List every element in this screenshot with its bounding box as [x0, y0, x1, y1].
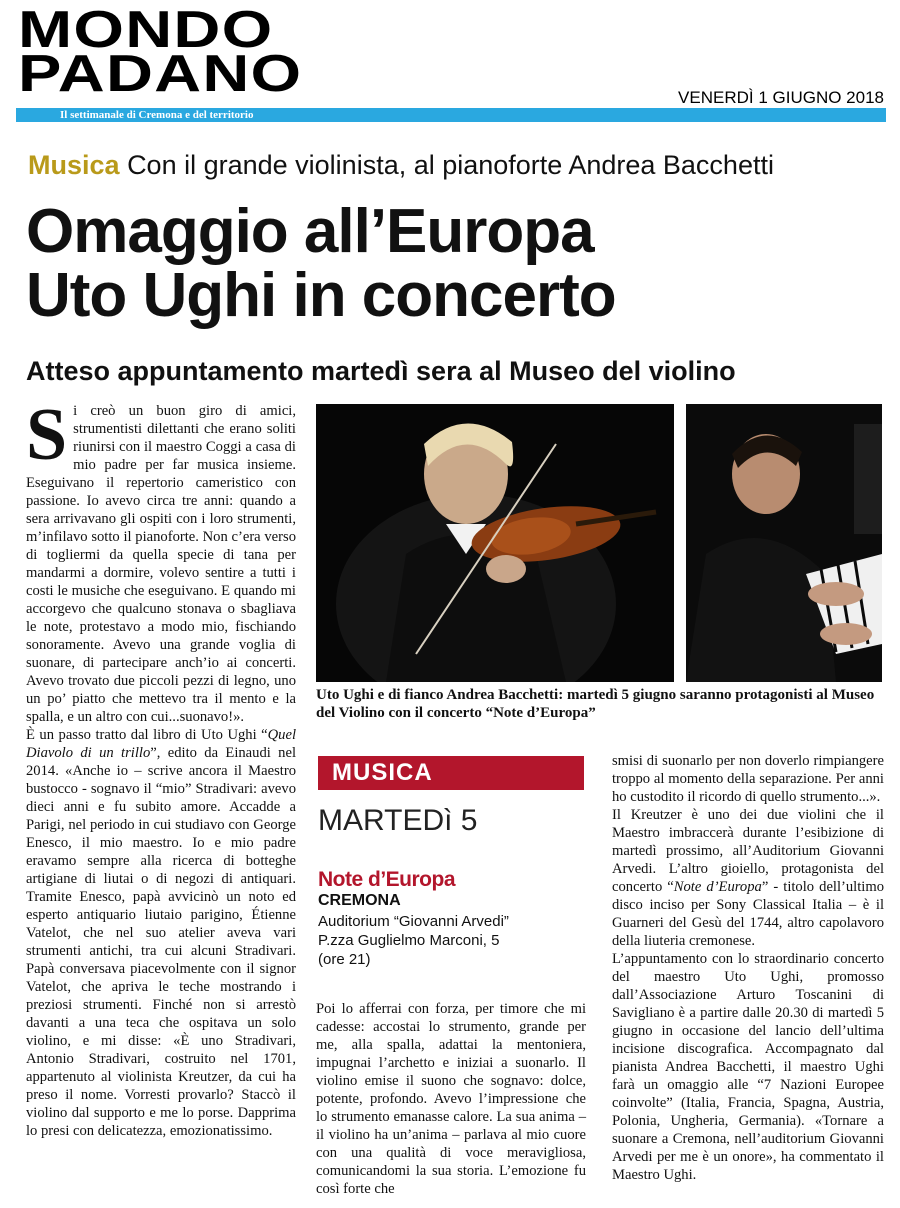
kicker-section: Musica: [28, 150, 120, 180]
article-column-3: [612, 752, 884, 1184]
event-city: CREMONA: [318, 892, 401, 909]
event-address: P.zza Guglielmo Marconi, 5: [318, 932, 500, 949]
article-subtitle: Atteso appuntamento martedì sera al Museo del violino: [26, 356, 736, 386]
masthead-logo: [18, 1, 303, 103]
col3-paragraph-1: smisi di suonarlo per non doverlo rimpiangere troppo al momento della separazione. Per anni ho custodito il ricordo di quello strumento...».: [612, 753, 884, 805]
col1-paragraph-1: i creò un buon giro di amici, strumentisti dilettanti che erano soliti riunirsi con il maestro Coggi a casa di mio padre per far musica insieme. Eseguivano il repertorio cameristico con passione. Io avevo circa tre anni: quando a sera arrivavano gli ospiti con i loro strumenti, m’infilavo sotto il pianoforte. Non c’era verso di togliermi da quella specie di tana per mandarmi a dormire, volevo sentire a tutti i costi le musiche che eseguivano. E quando mi accorgevo che qualcuno stonava o sbagliava le note, protestavo a modo mio, fischiando sonoramente. Avevo una grande voglia di suonare, di partecipare anch’io ai concerti. Avevo trovato due piccoli pezzi di legno, uno un po’ piatto che mettevo tra il mento e la spalla, e un altro con cui...suonavo!».: [26, 403, 296, 725]
drop-cap: S: [26, 394, 68, 476]
col2-paragraph: Poi lo afferrai con forza, per timore che mi cadesse: accostai lo strumento, grande per me, alla spalla, adattai la mentoniera, impugnai l’archetto e iniziai a suonarlo. Il violino emise il suono che sognavo: dolce, potente, profondo. Avevo l’impressione che lo strumento emanasse calore. La sua anima – il violino ha un’anima – parlava al mio cuore con una qualità di voce meravigliosa, comunicandomi la sua storia. L’emozione fu così forte che: [316, 1001, 586, 1197]
photo-uto-ughi: [316, 404, 674, 682]
article-column-2: [316, 1000, 586, 1198]
article-kicker: [28, 150, 774, 181]
col1-paragraph-2b: ”, edito da Einaudi nel 2014. «Anche io – scrive ancora il Maestro bustocco - sognavo il “mio” Stradivari: avevo dieci anni e fu subito amore. Accadde a Parigi, nel periodo in cui studiavo con George Enesco, il mio maestro. Io e mio padre eravamo sempre alla ricerca di botteghe artigiane di liutai o di negozi di antiquari. Tramite Enesco, papà avvicinò un noto ed esperto antiquario liutaio parigino, Étienne Vatelot, che nel suo atelier aveva vari strumenti antichi, tra cui alcuni Stradivari. Papà conversava piacevolmente con il signor Vatelot, che apriva le teche mostrando i preziosi strumenti. Finché non si arrestò davanti a una teca che ospitava un solo violino, e mi disse: «È uno Stradivari, Antonio Stradivari, costruito nel 1701, appartenuto al violinista Kreutzer, da cui ha preso il nome. Vorresti provarlo? Staccò il violino dal supporto e me lo porse. Dapprima lo presi con delicatezza, emozionatissimo.: [26, 745, 296, 1139]
event-venue: Auditorium “Giovanni Arvedi”: [318, 913, 509, 930]
title-line2: Uto Ughi in concerto: [26, 261, 616, 330]
col3-paragraph-2b: ” - titolo dell’ultimo disco inciso per Sony Classical Italia – è il Guarneri del Gesù del 1744, altro capolavoro della liuteria cremonese.: [612, 879, 884, 949]
col3-paragraph-3: L’appuntamento con lo straordinario concerto del maestro Uto Ughi, promosso dall’Associazione Arturo Toscanini di Savigliano è a partire dalle 20.30 di martedì 5 giugno in occasione del lancio dell’ultima incisione discografica. Accompagnato dal pianista Andrea Bacchetti, il maestro Ughi farà un omaggio alle “7 Nazioni Europee coinvolte” (Italia, Francia, Spagna, Austria, Polonia, Ungheria, Germania). «Tornare a suonare a Cremona, nell’auditorium Giovanni Arvedi per me è un onore», ha commentato il Maestro Ughi.: [612, 951, 884, 1183]
masthead-tagline: Il settimanale di Cremona e del territorio: [60, 109, 254, 121]
col3-paragraph-2a: Il Kreutzer è uno dei due violini che il Maestro imbraccerà durante l’esibizione di martedì prossimo, all’Auditorium Giovanni Arvedi. L’altro gioiello, protagonista del concerto “: [612, 807, 884, 895]
article-title: [26, 197, 616, 330]
event-day: MARTEDì 5: [318, 804, 478, 837]
book-title: Quel Diavolo di un trillo: [26, 727, 296, 761]
photo-andrea-bacchetti: [686, 404, 882, 682]
masthead-line2: PADANO: [18, 45, 303, 103]
kicker-text: Con il grande violinista, al pianoforte Andrea Bacchetti: [127, 150, 774, 180]
issue-date: VENERDÌ 1 GIUGNO 2018: [678, 88, 884, 107]
article-column-1: [26, 394, 296, 1140]
event-title: Note d’Europa: [318, 868, 456, 891]
photo-caption: Uto Ughi e di fianco Andrea Bacchetti: martedì 5 giugno saranno protagonisti al Museo del Violino con il concerto “Note d’Europa”: [316, 687, 875, 721]
concert-title: Note d’Europa: [673, 879, 762, 895]
title-line1: Omaggio all’Europa: [26, 197, 594, 266]
masthead-line1: MONDO: [18, 1, 274, 59]
event-time: (ore 21): [318, 951, 371, 968]
col1-paragraph-2a: È un passo tratto dal libro di Uto Ughi “: [26, 727, 268, 743]
event-section-label: MUSICA: [318, 756, 584, 790]
